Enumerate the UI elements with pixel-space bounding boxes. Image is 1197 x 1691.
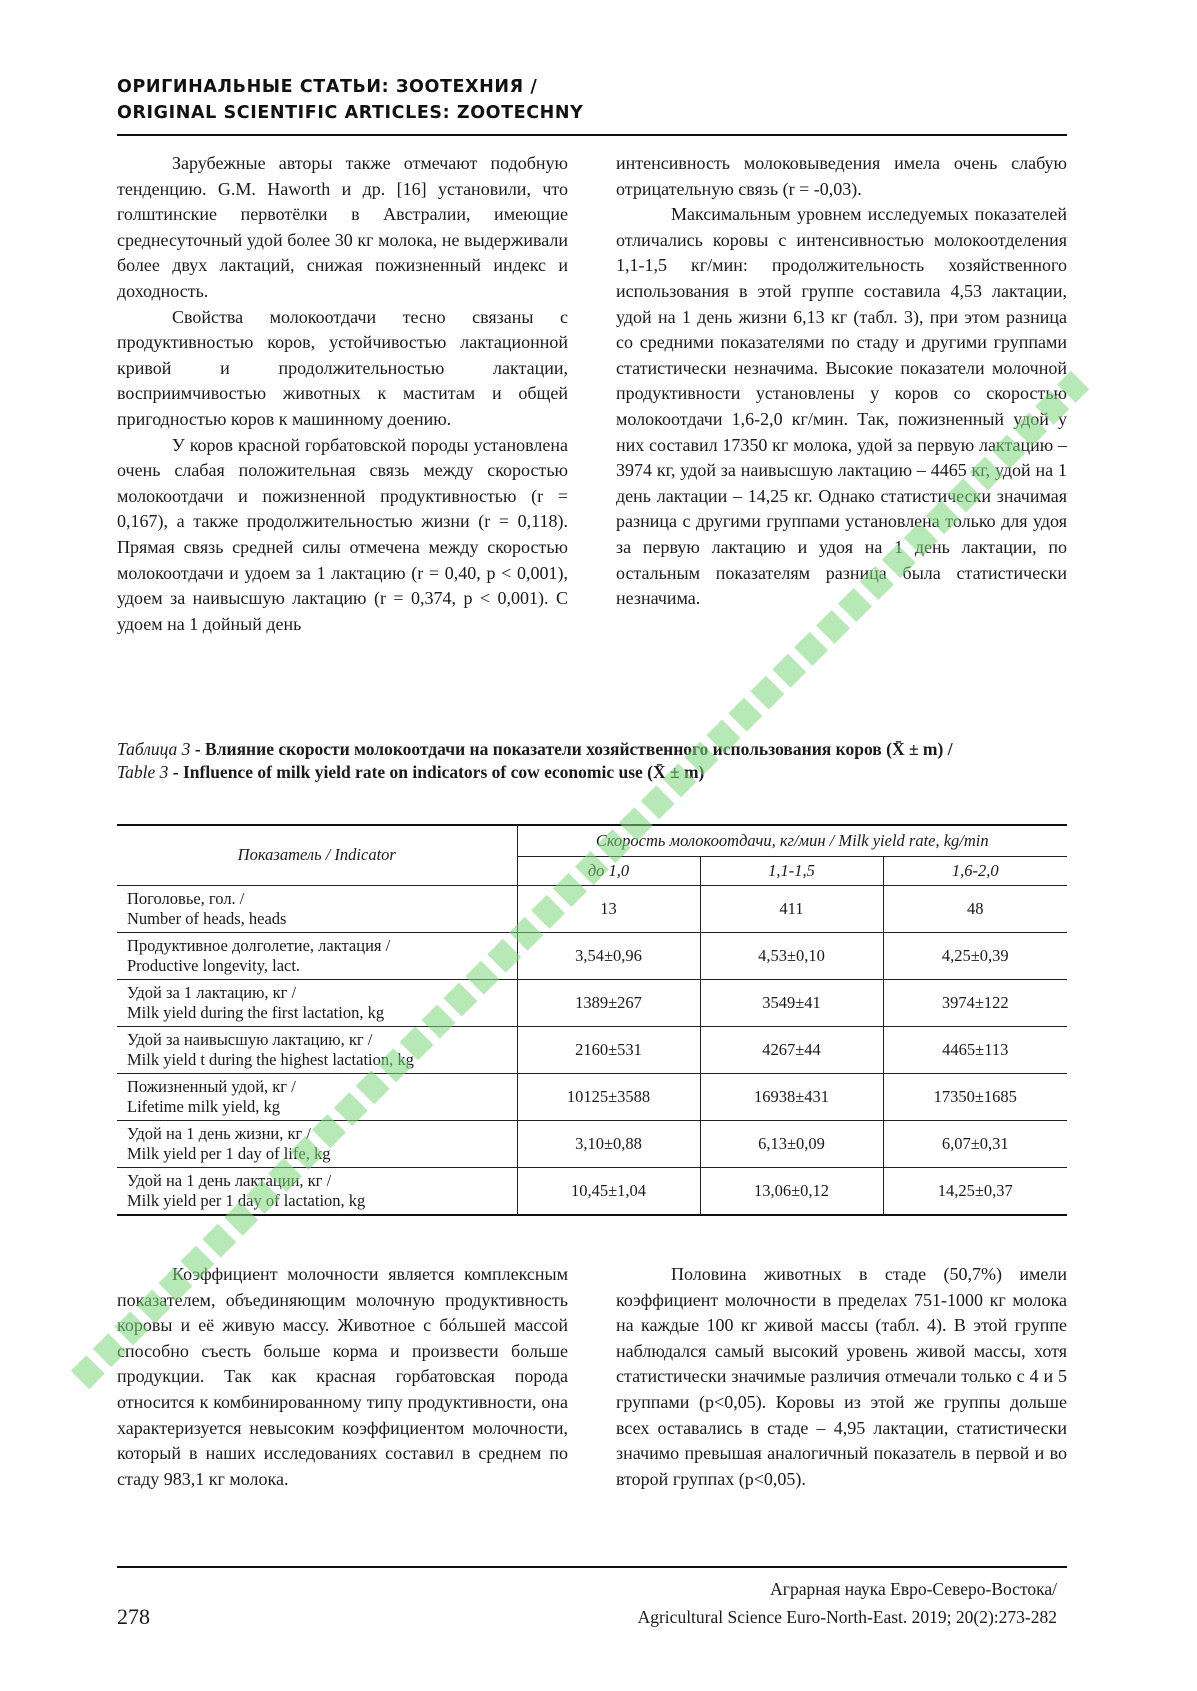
column-header-group: 1,1-1,5 bbox=[700, 856, 883, 885]
value-cell: 2160±531 bbox=[517, 1026, 700, 1073]
paragraph: У коров красной горбатовской породы установлена очень слабая положительная связь между скоростью молокоотдачи и пожизненной продуктивностью (r = 0,167), а также продолжительностью жизни (r = 0,118). Прямая связь средней силы отмечена между скоростью молокоотдачи и удоем за 1 лактацию (r = 0,40, p < 0,001), удоем за наивысшую лактацию (r = 0,374, p < 0,001). С удоем на 1 дойный день bbox=[117, 434, 568, 634]
caption-label-ru: Таблица 3 bbox=[117, 739, 191, 759]
table-row bbox=[117, 932, 1067, 979]
value-cell: 4465±113 bbox=[883, 1026, 1067, 1073]
value-cell: 411 bbox=[700, 885, 883, 932]
value-cell: 6,13±0,09 bbox=[700, 1120, 883, 1167]
table-row bbox=[117, 885, 1067, 932]
value-cell: 10125±3588 bbox=[517, 1073, 700, 1120]
paragraph: интенсивность молоковыведения имела очень слабую отрицательную связь (r = -0,03). bbox=[616, 153, 1067, 199]
paragraph: Свойства молокоотдачи тесно связаны с продуктивностью коров, устойчивостью лактационной кривой и продолжительностью лактации, восприимчивостью животных к маститам и общей пригодностью коров к машинному доению. bbox=[117, 306, 568, 429]
indicator-cell: Удой на 1 день лактации, кг / Milk yield per 1 day of lactation, kg bbox=[117, 1167, 517, 1215]
column-header-group: до 1,0 bbox=[517, 856, 700, 885]
value-cell: 3549±41 bbox=[700, 979, 883, 1026]
indicator-cell: Пожизненный удой, кг / Lifetime milk yield, kg bbox=[117, 1073, 517, 1120]
paragraph: Зарубежные авторы также отмечают подобную тенденцию. G.M. Haworth и др. [16] установили, что голштинские первотёлки в Австралии, имеющие среднесуточный удой более 30 кг молока, не выдерживали более двух лактаций, снижая пожизненный индекс и доходность. bbox=[117, 153, 568, 301]
table-row bbox=[117, 1120, 1067, 1167]
value-cell: 6,07±0,31 bbox=[883, 1120, 1067, 1167]
journal-citation bbox=[638, 1575, 1057, 1631]
indicator-cell: Удой за наивысшую лактацию, кг / Milk yield t during the highest lactation, kg bbox=[117, 1026, 517, 1073]
table-row bbox=[117, 1073, 1067, 1120]
value-cell: 17350±1685 bbox=[883, 1073, 1067, 1120]
header-rule bbox=[117, 134, 1067, 136]
value-cell: 4267±44 bbox=[700, 1026, 883, 1073]
caption-label-en: Table 3 bbox=[117, 762, 169, 782]
column-header-indicator: Показатель / Indicator bbox=[117, 825, 517, 885]
column-header-group: 1,6-2,0 bbox=[883, 856, 1067, 885]
journal-name-en: Agricultural Science Euro-North-East. 2019; 20(2):273-282 bbox=[637, 1607, 1057, 1627]
value-cell: 4,53±0,10 bbox=[700, 932, 883, 979]
indicator-cell: Удой за 1 лактацию, кг / Milk yield during the first lactation, kg bbox=[117, 979, 517, 1026]
table-row bbox=[117, 1167, 1067, 1215]
paragraph: Максимальным уровнем исследуемых показателей отличались коровы с интенсивностью молокоотделения 1,1-1,5 кг/мин: продолжительность хозяйственного использования в этой группе составила 4,53 лактации, удой на 1 день жизни 6,13 кг (табл. 3), при этом разница со средними показателями по стаду и другими группами статистически незначима. Высокие показатели молочной продуктивности установлены у коров со скоростью молокоотдачи 1,6-2,0 кг/мин. Так, пожизненный удой у них составил 17350 кг молока, удой за первую лактацию – 3974 кг, удой за наивысшую лактацию – 4465 кг, удой на 1 день лактации – 14,25 кг. Однако статистически значимая разница с другими группами установлена только для удоя за первую лактацию и удоя на 1 день лактации, по остальным показателям разница была статистически незначима. bbox=[616, 204, 1067, 609]
paragraph: Половина животных в стаде (50,7%) имели коэффициент молочности в пределах 751-1000 кг молока на каждые 100 кг живой массы (табл. 4). В этой группе наблюдался самый высокий уровень живой массы, хотя статистически значимые различия отмечали только с 4 и 5 группами (p<0,05). Коровы из этой же группы дольше всех оставались в стаде – 4,95 лактации, статистически значимо превышая аналогичный показатель в первой и во второй группах (p<0,05). bbox=[616, 1264, 1067, 1489]
value-cell: 13,06±0,12 bbox=[700, 1167, 883, 1215]
body-column-right-bottom bbox=[616, 1262, 1067, 1492]
value-cell: 4,25±0,39 bbox=[883, 932, 1067, 979]
value-cell: 14,25±0,37 bbox=[883, 1167, 1067, 1215]
header-line-ru: ОРИГИНАЛЬНЫЕ СТАТЬИ: ЗООТЕХНИЯ / bbox=[117, 77, 538, 97]
table-row bbox=[117, 979, 1067, 1026]
footer-rule bbox=[117, 1566, 1067, 1568]
value-cell: 3,10±0,88 bbox=[517, 1120, 700, 1167]
running-header bbox=[117, 74, 1067, 126]
indicator-cell: Продуктивное долголетие, лактация / Productive longevity, lact. bbox=[117, 932, 517, 979]
value-cell: 3974±122 bbox=[883, 979, 1067, 1026]
value-cell: 13 bbox=[517, 885, 700, 932]
table-caption bbox=[117, 738, 1067, 784]
column-header-rate: Скорость молокоотдачи, кг/мин / Milk yield rate, kg/min bbox=[517, 825, 1067, 856]
indicator-cell: Удой на 1 день жизни, кг / Milk yield per 1 day of life, kg bbox=[117, 1120, 517, 1167]
value-cell: 48 bbox=[883, 885, 1067, 932]
caption-text-ru: - Влияние скорости молокоотдачи на показатели хозяйственного использования коров (X̄ ± m) / bbox=[190, 739, 953, 759]
indicator-cell: Поголовье, гол. / Number of heads, heads bbox=[117, 885, 517, 932]
data-table bbox=[117, 824, 1067, 1216]
value-cell: 10,45±1,04 bbox=[517, 1167, 700, 1215]
value-cell: 3,54±0,96 bbox=[517, 932, 700, 979]
header-line-en: ORIGINAL SCIENTIFIC ARTICLES: ZOOTECHNY bbox=[117, 103, 584, 123]
caption-text-en: - Influence of milk yield rate on indicators of cow economic use (X̄ ± m) bbox=[168, 762, 705, 782]
value-cell: 1389±267 bbox=[517, 979, 700, 1026]
paragraph: Коэффициент молочности является комплексным показателем, объединяющим молочную продуктивность коровы и её живую массу. Животное с бóльшей массой способно съесть больше корма и произвести больше продукции. Так как красная горбатовская порода относится к комбинированному типу продуктивности, она характеризуется невысоким коэффициентом молочности, который в наших исследованиях составил в среднем по стаду 983,1 кг молока. bbox=[117, 1264, 568, 1489]
table-row bbox=[117, 1026, 1067, 1073]
table-caption-ru bbox=[117, 738, 1067, 761]
table-caption-en bbox=[117, 761, 1067, 784]
page-number: 278 bbox=[117, 1604, 150, 1629]
body-column-right-top bbox=[616, 151, 1067, 612]
value-cell: 16938±431 bbox=[700, 1073, 883, 1120]
body-column-left-bottom bbox=[117, 1262, 568, 1492]
journal-name-ru: Аграрная наука Евро-Северо-Востока/ bbox=[770, 1579, 1057, 1599]
body-column-left-top bbox=[117, 151, 568, 637]
